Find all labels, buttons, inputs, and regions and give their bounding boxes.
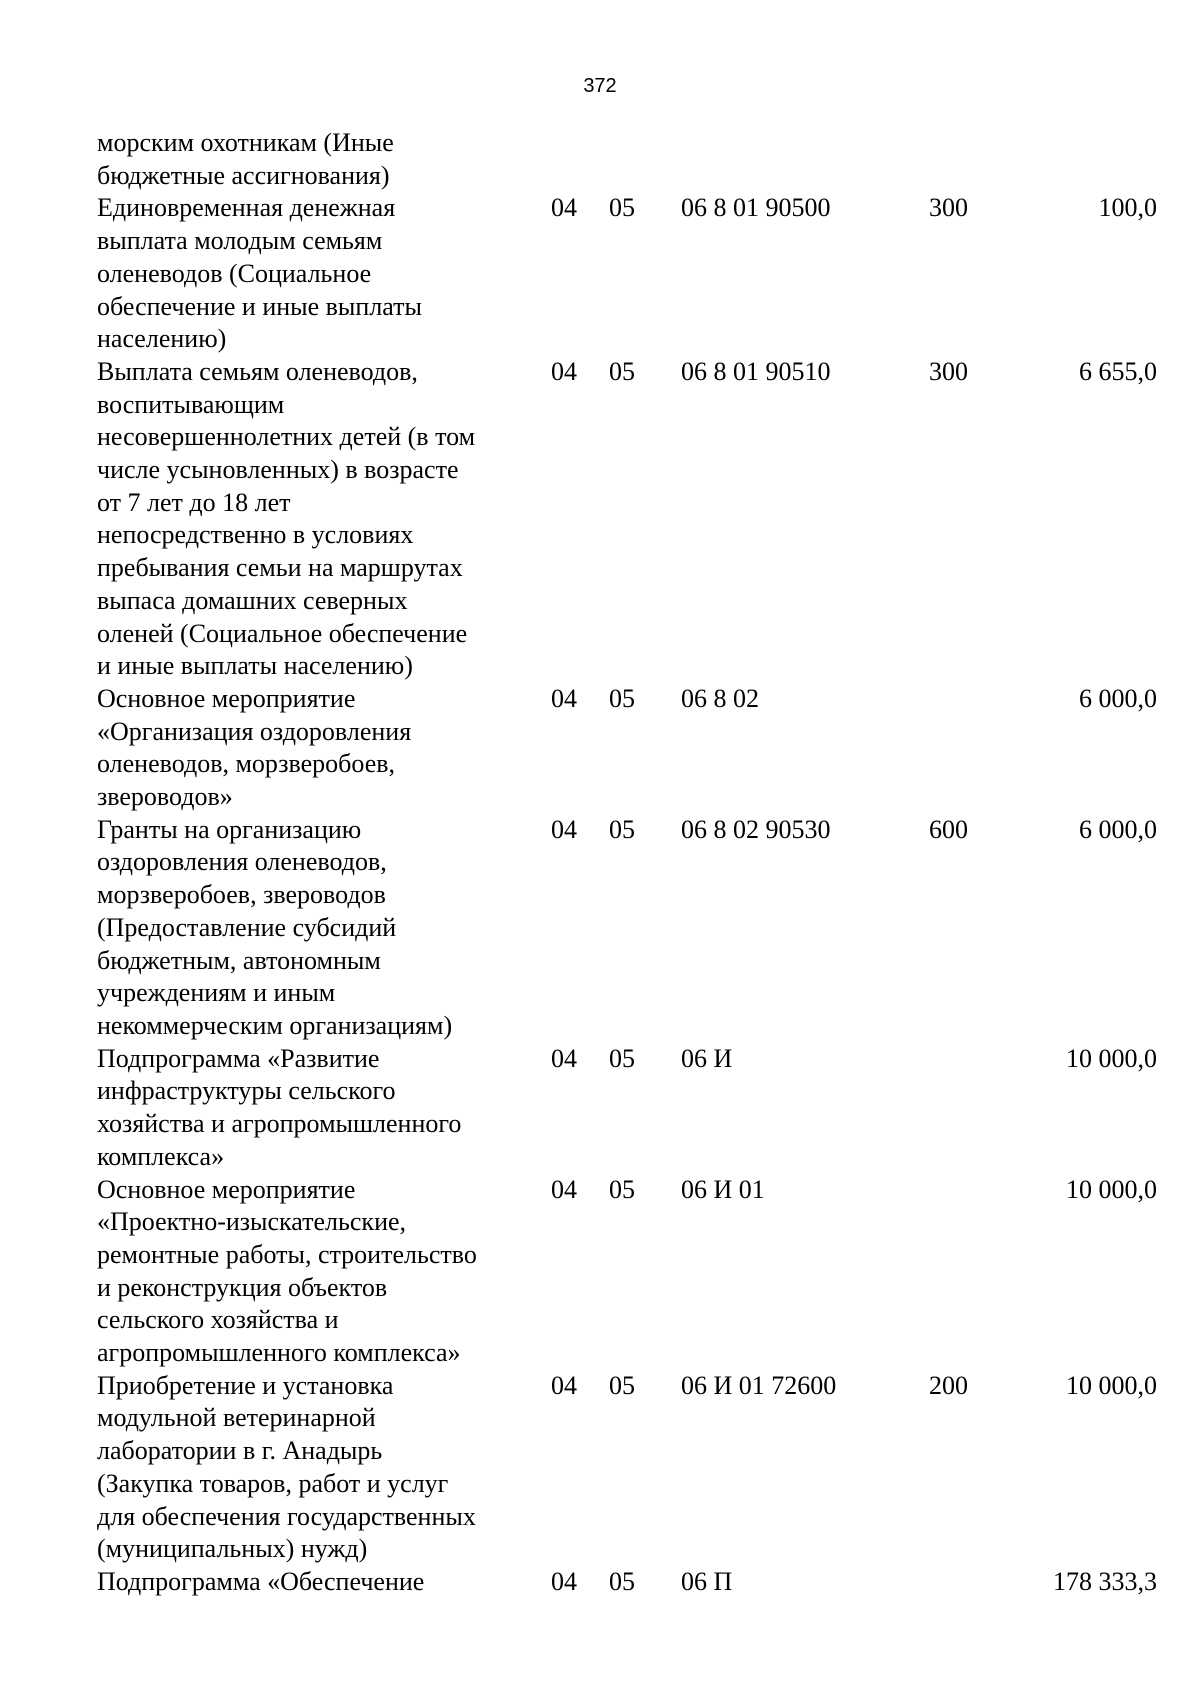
table-row: [97, 356, 1157, 683]
row-subsection: 05: [609, 1043, 635, 1073]
row-name-line: и иные выплаты населению): [97, 651, 413, 681]
row-name-line: сельского хозяйства и: [97, 1305, 339, 1335]
row-target-code: 06 И 01: [681, 1174, 765, 1204]
row-name: [97, 1174, 547, 1370]
row-section: 04: [551, 1370, 577, 1400]
row-name-line: выпаса домашних северных: [97, 585, 408, 615]
row-name-line: лаборатории в г. Анадырь: [97, 1436, 383, 1466]
row-section: 04: [551, 356, 577, 386]
row-amount: 10 000,0: [1066, 1174, 1157, 1204]
row-name: [97, 356, 547, 683]
row-subsection: 05: [609, 1370, 635, 1400]
row-name-line: воспитывающим: [97, 389, 285, 419]
table-row: [97, 1043, 1157, 1174]
row-target-code: 06 8 01 90500: [681, 193, 831, 223]
row-subsection: 05: [609, 814, 635, 844]
row-section: 04: [551, 1043, 577, 1073]
row-name: [97, 1566, 547, 1599]
row-name-line: Основное мероприятие: [97, 683, 356, 713]
row-name-line: «Проектно-изыскательские,: [97, 1207, 407, 1237]
row-name-line: некоммерческим организациям): [97, 1010, 453, 1040]
table-row: [97, 814, 1157, 1043]
row-expense-type: 200: [929, 1370, 968, 1400]
row-target-code: 06 8 01 90510: [681, 356, 831, 386]
row-name-line: бюджетные ассигнования): [97, 160, 390, 190]
row-name-line: и реконструкция объектов: [97, 1272, 388, 1302]
row-name-line: Выплата семьям оленеводов,: [97, 356, 418, 386]
row-amount: 100,0: [1098, 193, 1157, 223]
row-name-line: «Организация оздоровления: [97, 716, 412, 746]
row-section: 04: [551, 683, 577, 713]
row-expense-type: 300: [929, 356, 968, 386]
row-name-line: звероводов»: [97, 782, 233, 812]
row-target-code: 06 И 01 72600: [681, 1370, 837, 1400]
row-name-line: Гранты на организацию: [97, 814, 362, 844]
row-name: [97, 192, 547, 356]
row-subsection: 05: [609, 1174, 635, 1204]
row-name-line: непосредственно в условиях: [97, 520, 414, 550]
row-section: 04: [551, 1566, 577, 1596]
row-amount: 6 000,0: [1079, 683, 1157, 713]
row-amount: 178 333,3: [1053, 1566, 1157, 1596]
row-name-line: оздоровления оленеводов,: [97, 847, 387, 877]
row-name-line: выплата молодым семьям: [97, 226, 383, 256]
row-name-line: хозяйства и агропромышленного: [97, 1109, 462, 1139]
row-name-line: оленеводов, морзверобоев,: [97, 749, 396, 779]
row-amount: 10 000,0: [1066, 1370, 1157, 1400]
row-name-line: пребывания семьи на маршрутах: [97, 553, 463, 583]
row-name-line: для обеспечения государственных: [97, 1501, 476, 1531]
row-name-line: Подпрограмма «Обеспечение: [97, 1566, 425, 1596]
table-row: [97, 683, 1157, 814]
row-amount: 6 000,0: [1079, 814, 1157, 844]
row-name-line: морзверобоев, звероводов: [97, 880, 386, 910]
table-row: [97, 1566, 1157, 1599]
row-name-line: морским охотникам (Иные: [97, 128, 394, 157]
table-row: [97, 127, 1157, 192]
table-row: [97, 1370, 1157, 1566]
row-target-code: 06 И: [681, 1043, 733, 1073]
row-name-line: (Предоставление субсидий: [97, 912, 397, 942]
row-name-line: от 7 лет до 18 лет: [97, 487, 291, 517]
row-name-line: Подпрограмма «Развитие: [97, 1043, 380, 1073]
row-subsection: 05: [609, 683, 635, 713]
row-name-line: агропромышленного комплекса»: [97, 1338, 461, 1368]
row-name: [97, 683, 547, 814]
table-row: [97, 192, 1157, 356]
row-amount: 6 655,0: [1079, 356, 1157, 386]
row-name: [97, 1043, 547, 1174]
row-name: [97, 1370, 547, 1566]
row-name-line: оленей (Социальное обеспечение: [97, 618, 468, 648]
row-name: [97, 127, 547, 192]
row-name-line: населению): [97, 324, 227, 354]
row-name-line: Приобретение и установка: [97, 1370, 394, 1400]
row-name: [97, 814, 547, 1043]
row-name-line: комплекса»: [97, 1141, 225, 1171]
row-target-code: 06 8 02 90530: [681, 814, 831, 844]
row-expense-type: 600: [929, 814, 968, 844]
row-expense-type: 300: [929, 193, 968, 223]
row-name-line: оленеводов (Социальное: [97, 258, 372, 288]
row-name-line: (Закупка товаров, работ и услуг: [97, 1468, 449, 1498]
row-name-line: модульной ветеринарной: [97, 1403, 376, 1433]
row-name-line: учреждениям и иным: [97, 978, 336, 1008]
row-target-code: 06 8 02: [681, 683, 759, 713]
row-name-line: (муниципальных) нужд): [97, 1534, 368, 1564]
row-name-line: несовершеннолетних детей (в том: [97, 422, 476, 452]
row-name-line: ремонтные работы, строительство: [97, 1239, 477, 1269]
page-number: 372: [583, 75, 617, 97]
row-name-line: Единовременная денежная: [97, 193, 396, 223]
row-section: 04: [551, 814, 577, 844]
row-section: 04: [551, 1174, 577, 1204]
row-subsection: 05: [609, 356, 635, 386]
row-name-line: инфраструктуры сельского: [97, 1076, 396, 1106]
row-amount: 10 000,0: [1066, 1043, 1157, 1073]
row-section: 04: [551, 193, 577, 223]
row-name-line: Основное мероприятие: [97, 1174, 356, 1204]
row-name-line: обеспечение и иные выплаты: [97, 291, 422, 321]
table-row: [97, 1174, 1157, 1370]
budget-table: [97, 127, 1157, 1599]
row-target-code: 06 П: [681, 1566, 733, 1596]
row-subsection: 05: [609, 1566, 635, 1596]
row-name-line: бюджетным, автономным: [97, 945, 381, 975]
row-subsection: 05: [609, 193, 635, 223]
row-name-line: числе усыновленных) в возрасте: [97, 455, 459, 485]
